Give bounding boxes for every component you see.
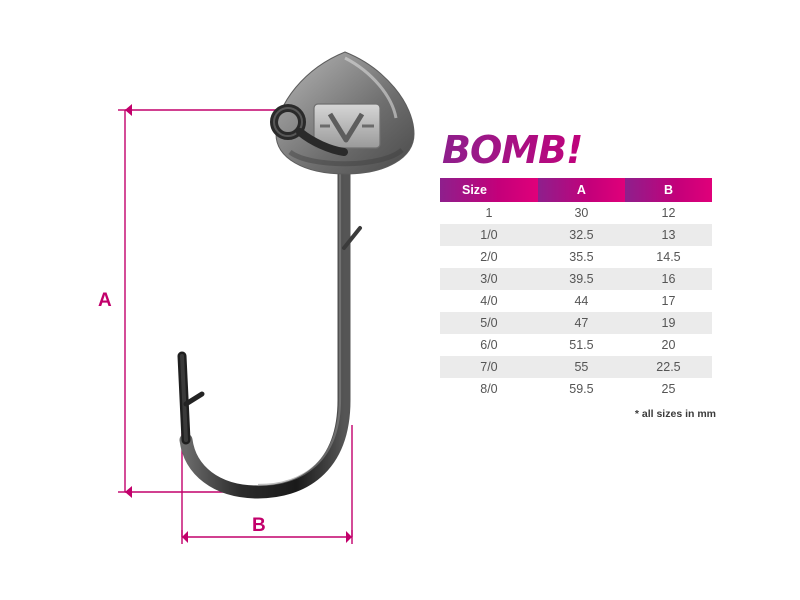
hook-body xyxy=(182,150,360,492)
cell-a: 51.5 xyxy=(538,334,625,356)
dimension-label-a: A xyxy=(98,290,112,311)
size-chart-table xyxy=(440,178,712,400)
brand-logo-plate xyxy=(314,104,380,148)
table-header-row xyxy=(440,178,712,202)
column-header-size: Size xyxy=(440,178,538,202)
cell-size: 6/0 xyxy=(440,334,538,356)
spec-panel xyxy=(440,130,720,420)
cell-size: 8/0 xyxy=(440,378,538,400)
cell-a: 39.5 xyxy=(538,268,625,290)
table-row xyxy=(440,246,712,268)
table-row xyxy=(440,290,712,312)
table-row xyxy=(440,312,712,334)
cell-size: 1 xyxy=(440,202,538,224)
cell-b: 25 xyxy=(625,378,712,400)
table-body xyxy=(440,202,712,400)
product-title: BOMB! xyxy=(442,130,720,170)
cell-size: 3/0 xyxy=(440,268,538,290)
cell-size: 7/0 xyxy=(440,356,538,378)
table-row xyxy=(440,334,712,356)
cell-a: 32.5 xyxy=(538,224,625,246)
cell-a: 44 xyxy=(538,290,625,312)
cell-size: 1/0 xyxy=(440,224,538,246)
units-footnote: * all sizes in mm xyxy=(634,408,716,420)
cell-a: 30 xyxy=(538,202,625,224)
table-row xyxy=(440,356,712,378)
cell-size: 2/0 xyxy=(440,246,538,268)
cell-a: 55 xyxy=(538,356,625,378)
cell-a: 59.5 xyxy=(538,378,625,400)
dimension-label-b: B xyxy=(252,515,266,536)
cell-b: 12 xyxy=(625,202,712,224)
cell-a: 47 xyxy=(538,312,625,334)
column-header-a: A xyxy=(538,178,625,202)
cell-size: 5/0 xyxy=(440,312,538,334)
cell-b: 17 xyxy=(625,290,712,312)
table-row xyxy=(440,268,712,290)
cell-a: 35.5 xyxy=(538,246,625,268)
cell-b: 16 xyxy=(625,268,712,290)
cell-b: 19 xyxy=(625,312,712,334)
table-row xyxy=(440,202,712,224)
cell-b: 13 xyxy=(625,224,712,246)
cell-b: 22.5 xyxy=(625,356,712,378)
table-row xyxy=(440,224,712,246)
cell-b: 20 xyxy=(625,334,712,356)
table-row xyxy=(440,378,712,400)
cell-size: 4/0 xyxy=(440,290,538,312)
table-header xyxy=(440,178,712,202)
cell-b: 14.5 xyxy=(625,246,712,268)
column-header-b: B xyxy=(625,178,712,202)
